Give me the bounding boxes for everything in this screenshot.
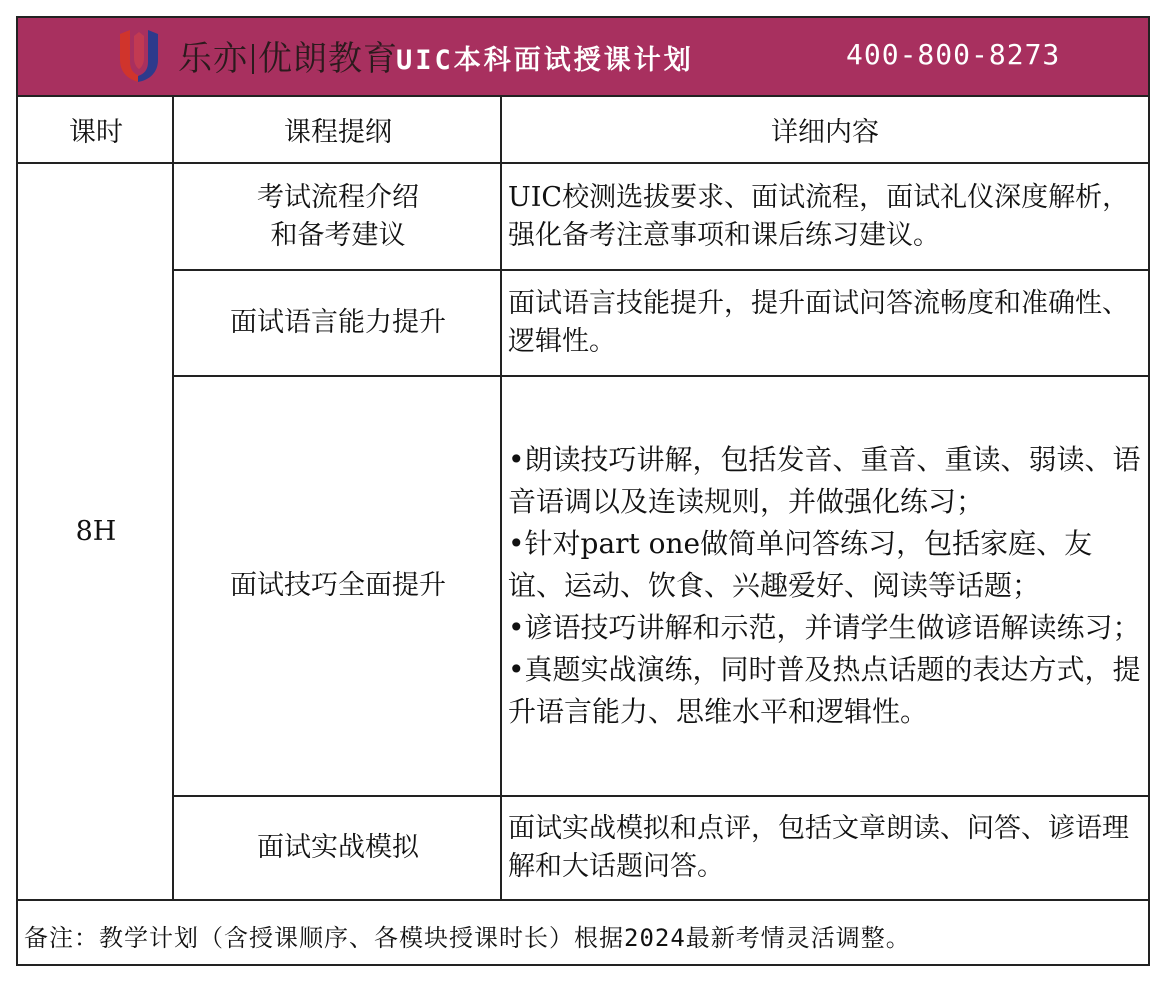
detail-bullets [508,439,1144,733]
outline-cell-3 [174,377,502,795]
detail-text: UIC校测选拔要求、面试流程，面试礼仪深度解析，强化备考注意事项和课后练习建议。 [508,181,1130,251]
page-title: UIC本科面试授课计划 [396,45,694,76]
detail-cell-2 [502,271,1148,375]
detail-cell-4 [502,797,1148,899]
outline-line: 面试实战模拟 [257,832,419,863]
phone-number: 400-800-8273 [846,38,1061,71]
row-divider [174,269,1148,271]
footer-note: 备注：教学计划（含授课顺序、各模块授课时长）根据2024最新考情灵活调整。 [24,924,911,952]
row-divider [174,375,1148,377]
bullet-item: •谚语技巧讲解和示范，并请学生做谚语解读练习； [508,611,1141,644]
row-divider [18,162,1148,164]
column-divider [172,97,174,899]
column-divider [500,97,502,899]
brand-name [178,31,398,80]
header-banner [18,18,1148,97]
bullet-item: •朗读技巧讲解，包括发音、重音、重读、弱读、语音语调以及连读规则，并做强化练习； [508,443,1141,518]
outline-line: 和备考建议 [270,219,406,251]
row-divider [18,899,1148,901]
bullet-item: •真题实战演练，同时普及热点话题的表达方式，提升语言能力、思维水平和逻辑性。 [508,653,1141,728]
brand-separator [252,44,254,74]
logo-icon [116,28,162,82]
row-divider [174,795,1148,797]
header-outline: 课程提纲 [284,117,392,148]
brand-right: 优朗教育 [258,39,398,79]
brand-left: 乐亦 [178,39,248,79]
outline-line: 面试语言能力提升 [230,307,446,338]
header-hours: 课时 [69,117,123,148]
outline-line: 考试流程介绍 [257,181,419,213]
detail-text: 面试语言技能提升，提升面试问答流畅度和准确性、逻辑性。 [508,288,1129,357]
hours-cell: 8H [75,515,117,547]
outline-cell-4 [174,797,502,899]
header-details: 详细内容 [771,117,879,148]
outline-cell-2 [174,271,502,375]
detail-text: 面试实战模拟和点评，包括文章朗读、问答、谚语理解和大话题问答。 [508,813,1129,882]
outline-line: 面试技巧全面提升 [230,570,446,601]
detail-cell-1 [502,164,1148,269]
detail-cell-3 [502,377,1148,795]
course-plan-sheet [16,16,1150,966]
bullet-item: •针对part one做简单问答练习，包括家庭、友谊、运动、饮食、兴趣爱好、阅读等话题； [508,527,1093,602]
outline-cell-1 [174,164,502,269]
